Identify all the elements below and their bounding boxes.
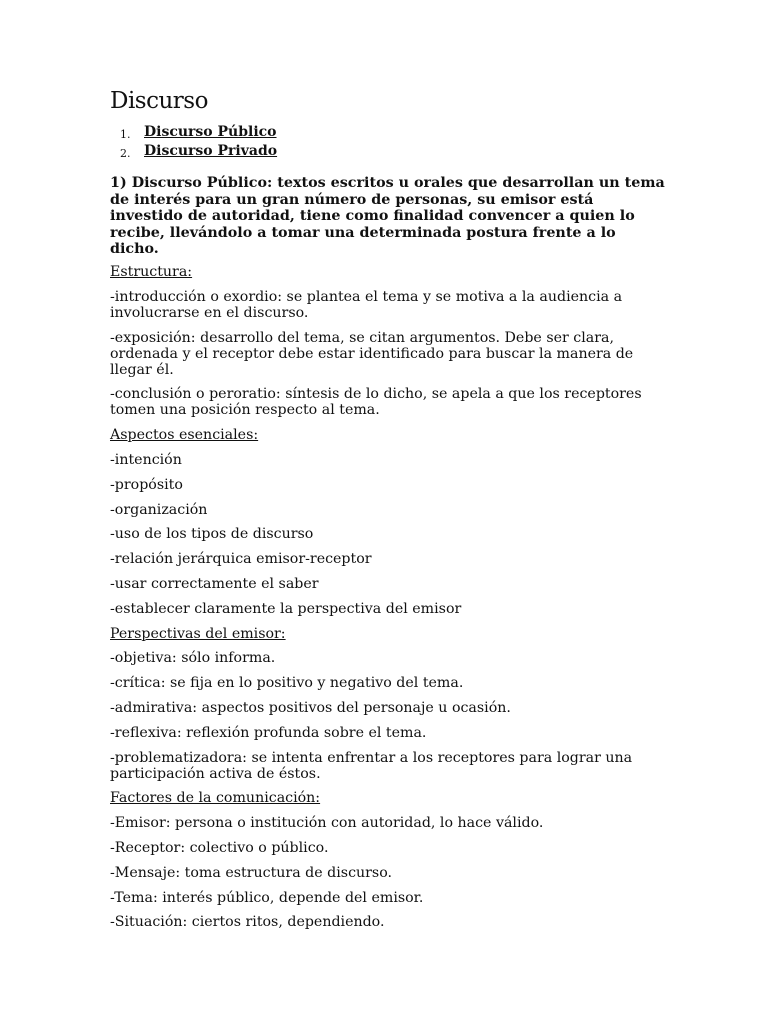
paragraph: -organización (110, 501, 208, 518)
document-title: Discurso (110, 88, 208, 114)
paragraph: -objetiva: sólo informa. (110, 650, 276, 667)
section-heading: Factores de la comunicación: (110, 790, 321, 807)
paragraph: -reflexiva: reflexión profunda sobre el tema. (110, 724, 427, 741)
toc-item (120, 143, 277, 162)
section-heading: Perspectivas del emisor: (110, 625, 286, 642)
paragraph: -problematizadora: se intenta enfrentar a los receptores para lograr una participación activa de éstos. (110, 749, 633, 782)
paragraph: -crítica: se fija en lo positivo y negativo del tema. (110, 675, 464, 692)
intro-paragraph: 1) Discurso Público: textos escritos u orales que desarrollan un tema de interés para un gran número de personas, su emisor está investido de autoridad, tiene como finalidad convencer a quien lo recibe, llevándolo a tomar una determinada postura frente a lo dicho. (110, 175, 665, 257)
paragraph: -Tema: interés público, depende del emisor. (110, 889, 424, 906)
toc-item (120, 124, 277, 143)
toc-number: 2. (120, 147, 131, 160)
paragraph: -exposición: desarrollo del tema, se citan argumentos. Debe ser clara, ordenada y el receptor debe estar identificado para buscar la manera de llegar él. (110, 329, 634, 378)
paragraph: -Mensaje: toma estructura de discurso. (110, 864, 393, 881)
toc-number: 1. (120, 128, 131, 141)
paragraph: -conclusión o peroratio: síntesis de lo dicho, se apela a que los receptores tomen una posición respecto al tema. (110, 386, 642, 419)
paragraph: -establecer claramente la perspectiva del emisor (110, 600, 462, 617)
paragraph: -intención (110, 451, 182, 468)
paragraph: -propósito (110, 476, 183, 493)
toc-link-discurso-privado[interactable]: Discurso Privado (144, 143, 278, 159)
paragraph: -uso de los tipos de discurso (110, 526, 314, 543)
paragraph: -relación jerárquica emisor-receptor (110, 551, 372, 568)
table-of-contents (120, 124, 277, 162)
section-heading: Aspectos esenciales: (110, 427, 259, 444)
paragraph: -admirativa: aspectos positivos del personaje u ocasión. (110, 699, 511, 716)
paragraph: -Receptor: colectivo o público. (110, 839, 329, 856)
document-body (110, 264, 670, 939)
paragraph: -Emisor: persona o institución con autoridad, lo hace válido. (110, 815, 544, 832)
toc-link-discurso-publico[interactable]: Discurso Público (144, 124, 277, 140)
paragraph: -Situación: ciertos ritos, dependiendo. (110, 914, 385, 931)
paragraph: -usar correctamente el saber (110, 575, 319, 592)
paragraph: -introducción o exordio: se plantea el tema y se motiva a la audiencia a involucrarse en el discurso. (110, 288, 623, 321)
section-heading: Estructura: (110, 264, 193, 280)
